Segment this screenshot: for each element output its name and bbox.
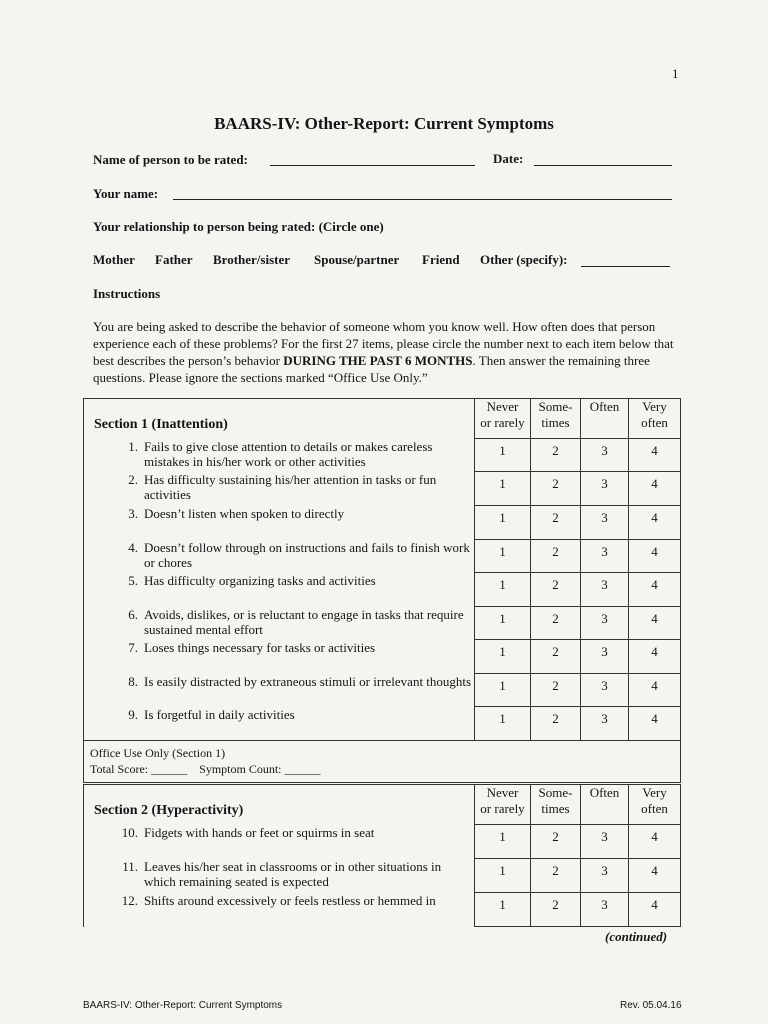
item-text: Fidgets with hands or feet or squirms in seat — [144, 824, 375, 840]
instructions-heading: Instructions — [93, 286, 161, 301]
score-option-2[interactable]: 2 — [531, 859, 581, 893]
date-label: Date: — [493, 151, 524, 166]
item-text: Shifts around excessively or feels restless or hemmed in — [144, 892, 436, 908]
relationship-option-sibling[interactable]: Brother/sister — [213, 252, 291, 267]
score-option-4[interactable]: 4 — [629, 893, 681, 927]
item-text: Has difficulty organizing tasks and activities — [144, 572, 376, 588]
score-option-4[interactable]: 4 — [629, 859, 681, 893]
score-option-4[interactable]: 4 — [629, 825, 681, 859]
score-option-1[interactable]: 1 — [475, 472, 531, 506]
section2-title-cell — [84, 785, 475, 825]
score-option-4[interactable]: 4 — [629, 607, 681, 640]
score-option-3[interactable]: 3 — [581, 540, 629, 573]
item-number: 3. — [128, 505, 138, 521]
item-text: Doesn’t listen when spoken to directly — [144, 505, 345, 521]
item-question-cell — [84, 506, 475, 540]
item-number: 2. — [128, 471, 138, 487]
item-text: Fails to give close attention to details or makes careless mistakes in his/her work or other activities — [144, 438, 433, 469]
section2-title: Section 2 (Hyperactivity) — [94, 803, 244, 818]
score-option-2[interactable]: 2 — [531, 506, 581, 540]
score-option-2[interactable]: 2 — [531, 707, 581, 741]
score-option-3[interactable]: 3 — [581, 573, 629, 607]
item-row — [84, 674, 681, 707]
office-use-box — [84, 741, 681, 783]
name-label: Name of person to be rated: — [93, 152, 248, 167]
footer-revision: Rev. 05.04.16 — [620, 1000, 682, 1011]
score-option-3[interactable]: 3 — [581, 439, 629, 472]
score-option-1[interactable]: 1 — [475, 859, 531, 893]
item-question-cell — [84, 640, 475, 674]
item-number: 7. — [128, 639, 138, 655]
header-sometimes: Some- times — [531, 785, 581, 825]
relationship-option-other[interactable]: Other (specify): — [480, 252, 568, 267]
item-row — [84, 573, 681, 607]
instructions-text: You are being asked to describe the behavior of someone whom you know well. How often does that person experience each of these problems? For the first 27 items, please circle the number next to each item below that best describes the person’s behavior DURING THE PAST 6 MONTHS. Then answer the remaining three questions. Please ignore the sections marked “Office Use Only.” — [93, 319, 674, 385]
score-option-3[interactable]: 3 — [581, 472, 629, 506]
item-row — [84, 439, 681, 472]
score-option-3[interactable]: 3 — [581, 506, 629, 540]
header-very-often: Very often — [629, 785, 681, 825]
score-option-3[interactable]: 3 — [581, 674, 629, 707]
symptom-count-label: Symptom Count: ______ — [199, 762, 321, 776]
item-number: 5. — [128, 572, 138, 588]
header-very-often: Very often — [629, 399, 681, 439]
score-option-1[interactable]: 1 — [475, 439, 531, 472]
relationship-option-father[interactable]: Father — [155, 252, 193, 267]
score-option-3[interactable]: 3 — [581, 893, 629, 927]
item-question-cell — [84, 472, 475, 506]
item-row — [84, 707, 681, 741]
score-option-2[interactable]: 2 — [531, 674, 581, 707]
score-option-3[interactable]: 3 — [581, 640, 629, 674]
score-option-4[interactable]: 4 — [629, 506, 681, 540]
item-question-cell — [84, 893, 475, 927]
item-row — [84, 472, 681, 506]
score-option-1[interactable]: 1 — [475, 893, 531, 927]
score-option-1[interactable]: 1 — [475, 707, 531, 741]
relationship-option-spouse[interactable]: Spouse/partner — [314, 252, 400, 267]
score-option-1[interactable]: 1 — [475, 674, 531, 707]
score-option-1[interactable]: 1 — [475, 506, 531, 540]
item-row — [84, 893, 681, 927]
header-often: Often — [581, 399, 629, 439]
score-option-2[interactable]: 2 — [531, 640, 581, 674]
score-option-2[interactable]: 2 — [531, 439, 581, 472]
score-option-1[interactable]: 1 — [475, 607, 531, 640]
item-number: 10. — [121, 824, 138, 840]
score-option-2[interactable]: 2 — [531, 573, 581, 607]
item-question-cell — [84, 607, 475, 640]
item-text: Avoids, dislikes, or is reluctant to engage in tasks that require sustained mental effort — [144, 606, 464, 637]
score-option-2[interactable]: 2 — [531, 607, 581, 640]
item-question-cell — [84, 859, 475, 893]
relationship-label: Your relationship to person being rated: (Circle one) — [93, 219, 384, 234]
item-row — [84, 859, 681, 893]
item-text: Doesn’t follow through on instructions and fails to finish work or chores — [144, 539, 470, 570]
name-field[interactable] — [270, 165, 475, 166]
score-option-4[interactable]: 4 — [629, 439, 681, 472]
score-option-4[interactable]: 4 — [629, 573, 681, 607]
item-text: Loses things necessary for tasks or activities — [144, 639, 376, 655]
item-number: 1. — [128, 438, 138, 454]
page-number: 1 — [672, 66, 679, 81]
page-title: BAARS-IV: Other-Report: Current Symptoms — [214, 114, 554, 133]
section1-table — [83, 398, 681, 783]
item-row — [84, 825, 681, 859]
total-score-label: Total Score: ______ — [90, 762, 188, 776]
item-text: Has difficulty sustaining his/her attention in tasks or fun activities — [144, 471, 437, 502]
date-field[interactable] — [534, 165, 672, 166]
item-row — [84, 540, 681, 573]
item-question-cell — [84, 825, 475, 859]
other-specify-field[interactable] — [581, 266, 670, 267]
item-question-cell — [84, 439, 475, 472]
score-option-4[interactable]: 4 — [629, 540, 681, 573]
header-never: Never or rarely — [475, 785, 531, 825]
score-option-1[interactable]: 1 — [475, 573, 531, 607]
score-option-2[interactable]: 2 — [531, 540, 581, 573]
relationship-option-friend[interactable]: Friend — [422, 252, 460, 267]
score-option-1[interactable]: 1 — [475, 825, 531, 859]
score-option-2[interactable]: 2 — [531, 472, 581, 506]
item-question-cell — [84, 707, 475, 741]
score-option-4[interactable]: 4 — [629, 640, 681, 674]
header-often: Often — [581, 785, 629, 825]
header-sometimes: Some- times — [531, 399, 581, 439]
item-number: 6. — [128, 606, 138, 622]
item-text: Leaves his/her seat in classrooms or in other situations in which remaining seated is expected — [144, 858, 442, 889]
item-number: 12. — [121, 892, 138, 908]
item-number: 11. — [122, 858, 138, 874]
office-use-label: Office Use Only (Section 1) — [90, 746, 226, 760]
section2-table — [83, 784, 681, 927]
item-row — [84, 640, 681, 674]
score-option-4[interactable]: 4 — [629, 674, 681, 707]
score-option-3[interactable]: 3 — [581, 707, 629, 741]
your-name-field[interactable] — [173, 199, 672, 200]
relationship-option-mother[interactable]: Mother — [93, 252, 135, 267]
score-option-3[interactable]: 3 — [581, 607, 629, 640]
header-never: Never or rarely — [475, 399, 531, 439]
score-option-2[interactable]: 2 — [531, 893, 581, 927]
item-question-cell — [84, 674, 475, 707]
score-option-3[interactable]: 3 — [581, 825, 629, 859]
item-number: 9. — [128, 706, 138, 722]
item-question-cell — [84, 540, 475, 573]
score-option-1[interactable]: 1 — [475, 540, 531, 573]
score-option-2[interactable]: 2 — [531, 825, 581, 859]
your-name-label: Your name: — [93, 186, 159, 201]
score-option-4[interactable]: 4 — [629, 707, 681, 741]
item-row — [84, 506, 681, 540]
item-number: 4. — [128, 539, 138, 555]
item-question-cell — [84, 573, 475, 607]
item-text: Is forgetful in daily activities — [144, 706, 295, 722]
item-number: 8. — [128, 673, 138, 689]
score-option-1[interactable]: 1 — [475, 640, 531, 674]
item-row — [84, 607, 681, 640]
score-option-3[interactable]: 3 — [581, 859, 629, 893]
continued-note: (continued) — [605, 929, 668, 944]
footer-title: BAARS-IV: Other-Report: Current Symptoms — [83, 1000, 283, 1011]
score-option-4[interactable]: 4 — [629, 472, 681, 506]
section1-title-cell — [84, 399, 475, 439]
section1-title: Section 1 (Inattention) — [94, 417, 228, 432]
item-text: Is easily distracted by extraneous stimuli or irrelevant thoughts — [144, 673, 472, 689]
